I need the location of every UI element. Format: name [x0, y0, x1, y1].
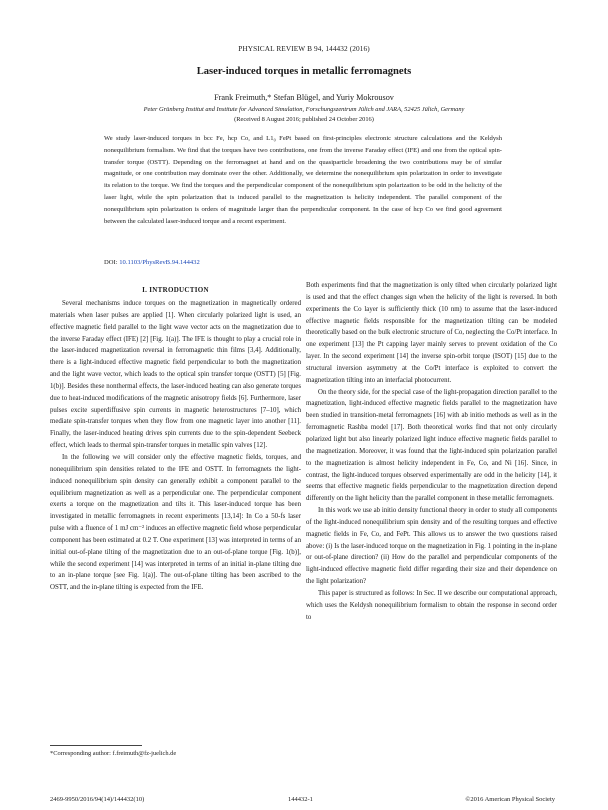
- received-dates: (Received 8 August 2016; published 24 October 2016): [234, 116, 374, 123]
- doi-label: DOI:: [104, 259, 118, 266]
- doi-line: [104, 259, 200, 266]
- author-list: Frank Freimuth,* Stefan Blügel, and Yuriy Mokrousov: [214, 93, 394, 102]
- body-paragraph: This paper is structured as follows: In Sec. II we describe our computational approach, which uses the Keldysh nonequilibrium formalism to obtain the response in second order to: [306, 589, 557, 621]
- footer-issn: 2469-9950/2016/94(14)/144432(10): [50, 796, 145, 803]
- section-heading: I. INTRODUCTION: [142, 286, 209, 294]
- doi-link[interactable]: 10.1103/PhysRevB.94.144432: [119, 259, 200, 266]
- footer-page-number: 144432-1: [288, 796, 313, 803]
- abstract: We study laser-induced torques in bcc Fe, hcp Co, and L1₀ FePt based on first-principles electronic structure calculations and the Keldysh nonequilibrium formalism. We find that the torques have two contributions, one from the inverse Faraday effect (IFE) and one from the optical spin-transfer torque (OSTT). Depending on the ferromagnet at hand and on the quasiparticle broadening the two contributions may be of similar magnitude, or one contribution may dominate over the other. Additionally, we determine the nonequilibrium spin polarization in order to investigate its relation to the torque. We find the torques and the perpendicular component of the nonequilibrium spin polarization to be odd in the helicity of the laser light, while the spin polarization that is induced parallel to the magnetization is helicity independent. The parallel component of the nonequilibrium spin polarization is orders of magnitude larger than the perpendicular component. In the case of hcp Co we find good agreement between the calculated laser-induced torque and a recent experiment.: [104, 135, 502, 225]
- affiliation: Peter Grünberg Institut and Institute for Advanced Simulation, Forschungszentrum Jülich and JARA, 52425 Jülich, Germany: [143, 106, 465, 113]
- body-paragraph: Both experiments find that the magnetization is only tilted when circularly polarized light is used and that the effect changes sign when the helicity of the light is reversed. In both experiments the Co layer is sufficiently thick (10 nm) to assume that the laser-induced effective magnetic fields responsible for the magnetization tilting can be modeled theoretically based on the bulk electronic structure of Co, neglecting the Co/Pt interface. In one experiment [13] the Pt capping layer mainly serves to prevent oxidation of the Co layer. In the second experiment [14] the inverse spin-orbit torque (ISOT) [15] due to the structural inversion asymmetry at the Co/Pt interface is exploited to convert the magnetization tilting into an interfacial photocurrent.: [306, 282, 557, 384]
- footnote: *Corresponding author: f.freimuth@fz-juelich.de: [50, 750, 177, 757]
- left-column: [50, 298, 301, 594]
- footer-copyright: ©2016 American Physical Society: [465, 796, 555, 803]
- body-paragraph: In the following we will consider only the effective magnetic fields, torques, and nonequilibrium spin densities related to the IFE and OSTT. In ferromagnets the light-induced nonequilibrium spin density can generally exhibit a component parallel to the equilibrium magnetization as well as a perpendicular one. The perpendicular component exerts a torque on the magnetization and tilts it. This laser-induced torque has been investigated in metallic ferromagnets in recent experiments [13,14]: In Co a 50-fs laser pulse with a fluence of 1 mJ cm⁻² induces an effective magnetic field whose perpendicular component has been estimated at 0.2 T. One experiment [13] was interpreted in terms of an initial out-of-plane tilting of the magnetization due to an out-of-plane torque [Fig. 1(b)], while the second experiment [14] was interpreted in terms of an initial in-plane tilting due to an in-plane torque [see Fig. 1(a)]. The out-of-plane tilting has been ascribed to the OSTT, and the in-plane tilting is expected from the IFE.: [50, 453, 301, 592]
- footnote-divider: [50, 745, 142, 746]
- journal-header: PHYSICAL REVIEW B 94, 144432 (2016): [238, 44, 370, 53]
- body-paragraph: Several mechanisms induce torques on the magnetization in magnetically ordered materials when laser pulses are applied [1]. When circularly polarized light is used, an effective magnetic field parallel to the light wave vector acts on the magnetization due to the inverse Faraday effect (IFE) [2] [Fig. 1(a)]. The IFE is thought to play a crucial role in the laser-induced magnetization reversal in ferromagnetic thin films [3,4]. Additionally, there is a light-induced effective magnetic field perpendicular to both the magnetization and the light wave vector, which leads to the optical spin transfer torque (OSTT) [5] [Fig. 1(b)]. Besides these nonthermal effects, the laser-induced heating can also generate torques due to heat-induced modifications of the magnetic anisotropy fields [6]. Furthermore, laser pulses excite superdiffusive spin currents in magnetic heterostructures [7–10], which mediate spin-transfer torques when they flow from one magnetic layer into another [11]. Finally, the laser-induced heating drives spin currents due to the spin-dependent Seebeck effect, which leads to thermal spin-transfer torques in metallic spin valves [12].: [50, 300, 301, 450]
- paper-title: Laser-induced torques in metallic ferromagnets: [196, 66, 412, 77]
- right-column: [306, 280, 557, 623]
- body-paragraph: On the theory side, for the special case of the light-propagation direction parallel to the magnetization, light-induced effective magnetic fields parallel to the magnetization have been studied in transition-metal ferromagnets [16] with ab initio methods as well as in the ferromagnetic Rashba model [17]. Both theoretical works find that not only circularly polarized light but also linearly polarized light induce effective magnetic fields parallel to the magnetization. Moreover, it was found that the light-induced spin polarization parallel to the magnetization is almost helicity independent in Fe, Co, and Ni [16]. Since, in contrast, the light-induced torques observed experimentally are odd in the helicity [14], it seems that effective magnetic fields perpendicular to the magnetization direction depend differently on the light helicity than the parallel component in these metallic ferromagnets.: [306, 388, 557, 503]
- body-paragraph: In this work we use ab initio density functional theory in order to study all components of the light-induced nonequilibrium spin density and of the resulting torques and effective magnetic fields in Fe, Co, and FePt. This allows us to answer the two questions raised above: (i) Is the laser-induced torque on the magnetization in Fig. 1 pointing in the in-plane or out-of-plane direction? (ii) How do the parallel and perpendicular components of the light-induced effective magnetic field differ regarding their size and their dependence on the light polarization?: [306, 507, 557, 586]
